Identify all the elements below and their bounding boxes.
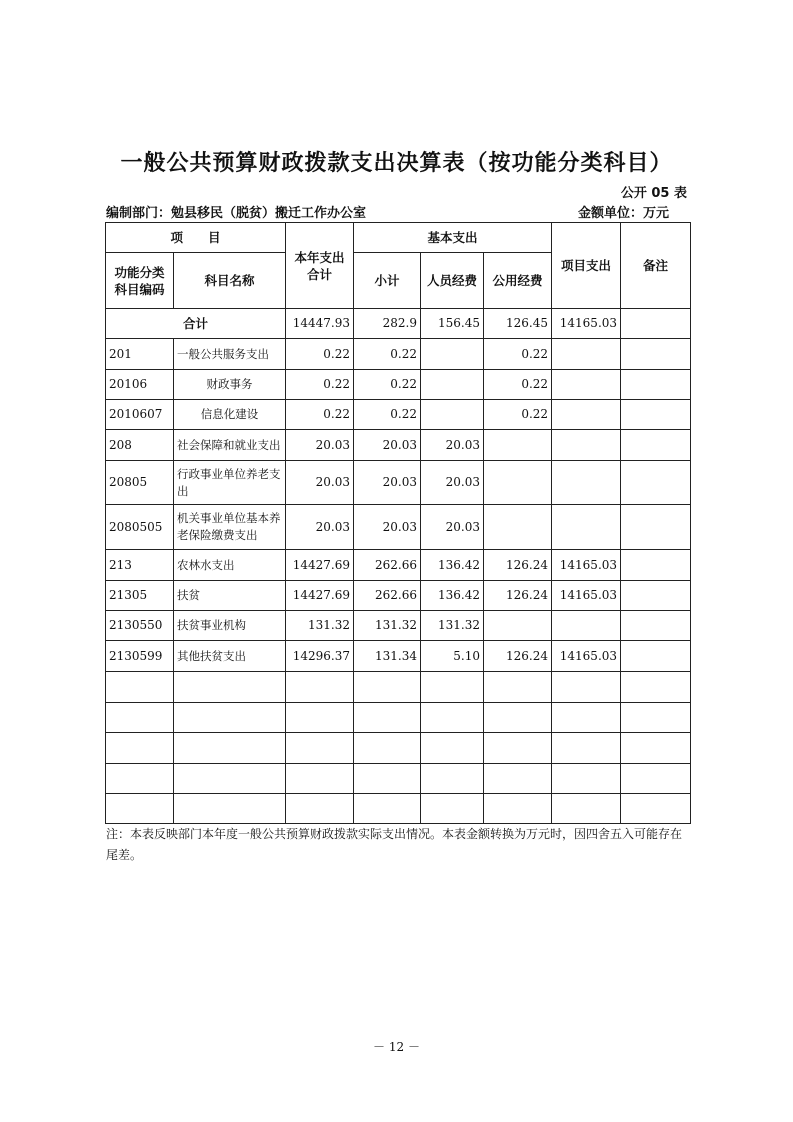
name-cell [174, 672, 286, 703]
project-cell [552, 461, 621, 505]
name-cell: 社会保障和就业支出 [174, 430, 286, 461]
personnel-cell: 136.42 [421, 550, 484, 581]
total-cell [286, 733, 354, 764]
remark-cell [621, 794, 691, 824]
personnel-cell: 136.42 [421, 581, 484, 611]
table-row [106, 764, 691, 794]
header-subtotal: 小计 [354, 253, 421, 309]
table-row [106, 641, 691, 672]
personnel-cell: 131.32 [421, 611, 484, 641]
table-row [106, 581, 691, 611]
public-cell [484, 505, 552, 550]
project-cell [552, 733, 621, 764]
public-cell: 126.45 [484, 309, 552, 339]
name-cell [174, 764, 286, 794]
subtotal-cell [354, 672, 421, 703]
public-cell: 0.22 [484, 339, 552, 370]
project-cell [552, 400, 621, 430]
table-row [106, 339, 691, 370]
code-cell: 201 [106, 339, 174, 370]
project-cell: 14165.03 [552, 581, 621, 611]
header-basic: 基本支出 [354, 223, 552, 253]
name-cell: 财政事务 [174, 370, 286, 400]
project-cell [552, 505, 621, 550]
header-item: 项 目 [106, 223, 286, 253]
personnel-cell [421, 370, 484, 400]
total-cell: 14447.93 [286, 309, 354, 339]
total-cell: 0.22 [286, 400, 354, 430]
personnel-cell [421, 339, 484, 370]
remark-cell [621, 672, 691, 703]
subtotal-cell: 0.22 [354, 370, 421, 400]
public-cell: 0.22 [484, 370, 552, 400]
table-row [106, 370, 691, 400]
personnel-cell [421, 794, 484, 824]
table-row [106, 400, 691, 430]
remark-cell [621, 400, 691, 430]
code-cell: 2130599 [106, 641, 174, 672]
personnel-cell [421, 400, 484, 430]
name-cell: 机关事业单位基本养老保险缴费支出 [174, 505, 286, 550]
total-cell [286, 672, 354, 703]
total-cell: 20.03 [286, 461, 354, 505]
total-cell: 14296.37 [286, 641, 354, 672]
public-cell: 126.24 [484, 550, 552, 581]
public-cell [484, 430, 552, 461]
remark-cell [621, 611, 691, 641]
remark-cell [621, 339, 691, 370]
table-row [106, 611, 691, 641]
public-cell [484, 611, 552, 641]
remark-cell [621, 733, 691, 764]
total-cell: 20.03 [286, 430, 354, 461]
table-row [106, 430, 691, 461]
expenditure-table [105, 222, 691, 824]
project-cell [552, 430, 621, 461]
page-number: － 12 － [373, 1040, 420, 1054]
subtotal-cell: 262.66 [354, 550, 421, 581]
total-label: 合计 [106, 309, 286, 339]
personnel-cell [421, 703, 484, 733]
remark-cell [621, 505, 691, 550]
project-cell [552, 611, 621, 641]
remark-cell [621, 764, 691, 794]
project-cell [552, 764, 621, 794]
header-public: 公用经费 [484, 253, 552, 309]
total-cell: 0.22 [286, 370, 354, 400]
name-cell: 农林水支出 [174, 550, 286, 581]
page-title: 一般公共预算财政拨款支出决算表（按功能分类科目） [120, 151, 673, 176]
code-cell [106, 703, 174, 733]
code-cell [106, 672, 174, 703]
personnel-cell: 20.03 [421, 505, 484, 550]
table-row [106, 703, 691, 733]
header-remark: 备注 [621, 223, 691, 309]
subtotal-cell: 131.32 [354, 611, 421, 641]
subtotal-cell [354, 764, 421, 794]
code-cell: 21305 [106, 581, 174, 611]
public-cell [484, 764, 552, 794]
code-cell: 2010607 [106, 400, 174, 430]
subtotal-cell: 262.66 [354, 581, 421, 611]
table-row [106, 461, 691, 505]
public-cell [484, 461, 552, 505]
header-code: 功能分类 科目编码 [106, 253, 174, 309]
name-cell: 一般公共服务支出 [174, 339, 286, 370]
subtotal-cell: 20.03 [354, 461, 421, 505]
code-cell [106, 733, 174, 764]
header-personnel: 人员经费 [421, 253, 484, 309]
personnel-cell [421, 733, 484, 764]
personnel-cell: 20.03 [421, 430, 484, 461]
code-cell: 2130550 [106, 611, 174, 641]
remark-cell [621, 641, 691, 672]
name-cell: 扶贫 [174, 581, 286, 611]
code-cell: 20106 [106, 370, 174, 400]
remark-cell [621, 430, 691, 461]
header-total: 本年支出 合计 [286, 223, 354, 309]
personnel-cell [421, 672, 484, 703]
project-cell: 14165.03 [552, 550, 621, 581]
total-cell [286, 764, 354, 794]
department-label: 编制部门：勉县移民（脱贫）搬迁工作办公室 [106, 206, 367, 221]
remark-cell [621, 550, 691, 581]
table-row [106, 550, 691, 581]
project-cell [552, 370, 621, 400]
name-cell: 信息化建设 [174, 400, 286, 430]
form-number: 公开 05 表 [620, 186, 687, 201]
project-cell [552, 794, 621, 824]
code-cell [106, 794, 174, 824]
project-cell [552, 339, 621, 370]
total-cell: 0.22 [286, 339, 354, 370]
footnote: 注：本表反映部门本年度一般公共预算财政拨款实际支出情况。本表金额转换为万元时，因四舍五入可能存在尾差。 [106, 827, 683, 862]
public-cell [484, 703, 552, 733]
table-row [106, 672, 691, 703]
total-cell: 14427.69 [286, 581, 354, 611]
total-cell: 14427.69 [286, 550, 354, 581]
subtotal-cell: 0.22 [354, 400, 421, 430]
personnel-cell: 20.03 [421, 461, 484, 505]
project-cell [552, 703, 621, 733]
subtotal-cell: 0.22 [354, 339, 421, 370]
project-cell: 14165.03 [552, 641, 621, 672]
total-cell: 20.03 [286, 505, 354, 550]
code-cell: 208 [106, 430, 174, 461]
subtotal-cell: 20.03 [354, 430, 421, 461]
remark-cell [621, 461, 691, 505]
public-cell: 126.24 [484, 581, 552, 611]
personnel-cell [421, 764, 484, 794]
total-cell [286, 794, 354, 824]
public-cell [484, 672, 552, 703]
name-cell [174, 733, 286, 764]
remark-cell [621, 370, 691, 400]
unit-label: 金额单位：万元 [577, 206, 669, 221]
code-cell: 213 [106, 550, 174, 581]
personnel-cell: 5.10 [421, 641, 484, 672]
remark-cell [621, 309, 691, 339]
public-cell [484, 733, 552, 764]
remark-cell [621, 581, 691, 611]
header-name: 科目名称 [174, 253, 286, 309]
remark-cell [621, 703, 691, 733]
name-cell [174, 703, 286, 733]
name-cell [174, 794, 286, 824]
total-row [106, 309, 691, 339]
public-cell: 0.22 [484, 400, 552, 430]
subtotal-cell [354, 703, 421, 733]
code-cell: 20805 [106, 461, 174, 505]
table-row [106, 733, 691, 764]
subtotal-cell [354, 794, 421, 824]
subtotal-cell: 131.34 [354, 641, 421, 672]
subtotal-cell: 282.9 [354, 309, 421, 339]
total-cell [286, 703, 354, 733]
header-project: 项目支出 [552, 223, 621, 309]
personnel-cell: 156.45 [421, 309, 484, 339]
total-cell: 131.32 [286, 611, 354, 641]
public-cell [484, 794, 552, 824]
project-cell [552, 672, 621, 703]
public-cell: 126.24 [484, 641, 552, 672]
table-row [106, 794, 691, 824]
name-cell: 行政事业单位养老支出 [174, 461, 286, 505]
name-cell: 其他扶贫支出 [174, 641, 286, 672]
subtotal-cell [354, 733, 421, 764]
code-cell: 2080505 [106, 505, 174, 550]
table-row [106, 505, 691, 550]
name-cell: 扶贫事业机构 [174, 611, 286, 641]
code-cell [106, 764, 174, 794]
project-cell: 14165.03 [552, 309, 621, 339]
subtotal-cell: 20.03 [354, 505, 421, 550]
